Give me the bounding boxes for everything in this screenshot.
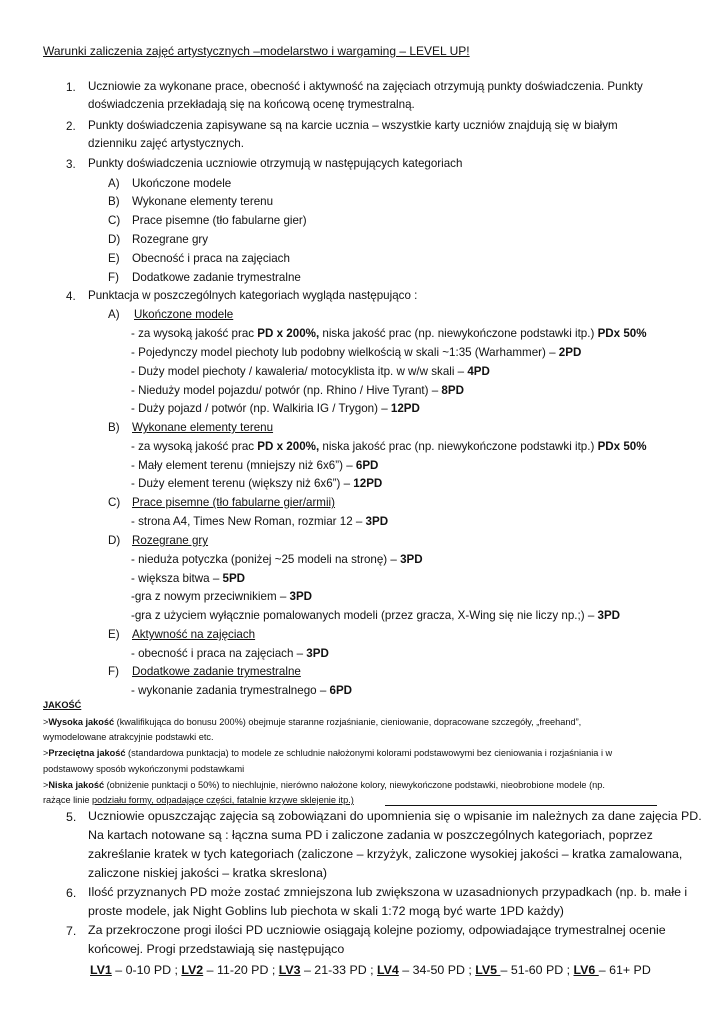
item-7-number: 7. <box>66 924 77 938</box>
level-thresholds <box>90 961 651 980</box>
scoring-b-line-1: - za wysoką jakość prac PD x 200%, niska jakość prac (np. niewykończone podstawki itp.) PDx 50% <box>131 440 647 453</box>
document-title: Warunki zaliczenia zajęć artystycznych –modelarstwo i wargaming – LEVEL UP! <box>43 44 470 58</box>
scoring-a-line-5: - Duży pojazd / potwór (np. Walkiria IG / Trygon) – 12PD <box>131 402 420 415</box>
quality-low-line-1: >Niska jakość (obniżenie punktacji o 50%) to niechlujnie, nierówno nałożone kolory, niewykończone podstawki, nieobrobione modele (np. <box>43 780 605 790</box>
level-range: – 11-20 PD ; <box>203 963 279 977</box>
item-5-line-3: zakreślanie kratek w tych kategoriach (zaliczone – krzyżyk, zaliczone wysokiej jakości – kratka zamalowana, <box>88 847 683 861</box>
quality-avg-line-1: >Przeciętna jakość (standardowa punktacja) to modele ze schludnie nałożonymi kolorami podstawowymi bez cieniowania i rozjaśniania i w <box>43 748 613 758</box>
scoring-d-title: Rozegrane gry <box>132 534 209 547</box>
level-range: – 0-10 PD ; <box>111 963 182 977</box>
level-name: LV3 <box>278 963 301 977</box>
item-7-line-1: Za przekroczone progi ilości PD uczniowie osiągają kolejne poziomy, odpowiadające trymestralnej ocenie <box>88 923 666 937</box>
scoring-e-letter: E) <box>108 628 120 641</box>
scoring-d-line-1: - nieduża potyczka (poniżej ~25 modeli na stronę) – 3PD <box>131 553 423 566</box>
divider-line <box>385 805 657 806</box>
category-name: Prace pisemne (tło fabularne gier) <box>132 214 307 227</box>
scoring-a-line-2: - Pojedynczy model piechoty lub podobny wielkością w skali ~1:35 (Warhammer) – 2PD <box>131 346 582 359</box>
quality-high-line-2: wymodelowane atrakcyjnie podstawki etc. <box>43 732 214 742</box>
category-name: Dodatkowe zadanie trymestralne <box>132 271 301 284</box>
item-2-line-1: Punkty doświadczenia zapisywane są na karcie ucznia – wszystkie karty uczniów znajdują się w białym <box>88 119 618 132</box>
scoring-d-line-2: - większa bitwa – 5PD <box>131 572 246 585</box>
scoring-a-line-3: - Duży model piechoty / kawaleria/ motocyklista itp. w w/w skali – 4PD <box>131 365 490 378</box>
item-3-number: 3. <box>66 158 76 171</box>
scoring-f-letter: F) <box>108 665 119 678</box>
item-1-line-2: doświadczenia przekładają się na końcową ocenę trymestralną. <box>88 98 415 111</box>
scoring-a-line-4: - Nieduży model pojazdu/ potwór (np. Rhino / Hive Tyrant) – 8PD <box>131 384 464 397</box>
item-6-text <box>88 883 687 921</box>
item-1-number: 1. <box>66 81 76 94</box>
quality-high-line-1: >Wysoka jakość (kwalifikująca do bonusu 200%) obejmuje staranne rozjaśnianie, cieniowanie, dopracowane szczegóły, „freehand”, <box>43 717 582 727</box>
scoring-c-title: Prace pisemne (tło fabularne gier/armii) <box>132 496 335 509</box>
scoring-b-line-2: - Mały element terenu (mniejszy niż 6x6”) – 6PD <box>131 459 379 472</box>
scoring-b-letter: B) <box>108 421 120 434</box>
level-name: LV2 <box>181 963 204 977</box>
scoring-d-line-4: -gra z użyciem wyłącznie pomalowanych modeli (przez gracza, X-Wing się nie liczy np.;) – 3PD <box>131 609 621 622</box>
item-4-number: 4. <box>66 290 76 303</box>
category-name: Ukończone modele <box>132 177 232 190</box>
quality-low-line-2: rażące linie podziału formy, odpadające części, fatalnie krzywe sklejenie itp.) <box>43 795 354 805</box>
level-name: LV1 <box>90 963 112 977</box>
category-letter: F) <box>108 271 119 284</box>
category-name: Obecność i praca na zajęciach <box>132 252 290 265</box>
category-name: Rozegrane gry <box>132 233 209 246</box>
level-range: – 34-50 PD ; <box>398 963 476 977</box>
scoring-f-title: Dodatkowe zadanie trymestralne <box>132 665 301 678</box>
scoring-c-letter: C) <box>108 496 121 509</box>
category-letter: A) <box>108 177 120 190</box>
level-name: LV5 <box>475 963 501 977</box>
scoring-c-line-1: - strona A4, Times New Roman, rozmiar 12 – 3PD <box>131 515 389 528</box>
category-letter: D) <box>108 233 121 246</box>
item-5-text <box>88 807 702 883</box>
item-5-line-4: zaliczone niskiej jakości – kratka skreslona) <box>88 866 327 880</box>
level-range: – 51-60 PD ; <box>500 963 574 977</box>
scoring-d-line-3: -gra z nowym przeciwnikiem – 3PD <box>131 590 313 603</box>
category-letter: B) <box>108 195 120 208</box>
item-1-text <box>88 78 643 114</box>
item-7-line-2: końcowej. Progi przedstawiają się następująco <box>88 942 345 956</box>
category-letter: C) <box>108 214 121 227</box>
level-range: – 21-33 PD ; <box>300 963 377 977</box>
scoring-e-title: Aktywność na zajęciach <box>132 628 256 641</box>
scoring-b-line-3: - Duży element terenu (większy niż 6x6”) – 12PD <box>131 477 383 490</box>
item-5-line-1: Uczniowie opuszczając zajęcia są zobowiązani do upomnienia się o wpisanie im należnych za dane zajęcia PD. <box>88 809 702 823</box>
item-6-line-2: proste modele, jak Night Goblins lub piechota w skali 1:72 mogą być warte 1PD każdy) <box>88 904 564 918</box>
level-name: LV4 <box>376 963 399 977</box>
scoring-d-letter: D) <box>108 534 121 547</box>
item-2-text <box>88 117 618 153</box>
level-range: – 61+ PD <box>598 963 651 977</box>
quality-heading: JAKOŚĆ <box>43 700 82 710</box>
scoring-e-line-1: - obecność i praca na zajęciach – 3PD <box>131 647 329 660</box>
item-5-line-2: Na kartach notowane są : łączna suma PD i zaliczone zadania w poszczególnych kategoriach, poprzez <box>88 828 653 842</box>
scoring-a-title: Ukończone modele <box>134 308 234 321</box>
scoring-b-title: Wykonane elementy terenu <box>132 421 274 434</box>
item-6-number: 6. <box>66 886 77 900</box>
item-1-line-1: Uczniowie za wykonane prace, obecność i aktywność na zajęciach otrzymują punkty doświadczenia. Punkty <box>88 80 643 93</box>
scoring-a-letter: A) <box>108 308 120 321</box>
quality-avg-line-2: podstawowy sposób wykończonymi podstawkami <box>43 764 245 774</box>
item-2-number: 2. <box>66 120 76 133</box>
item-5-number: 5. <box>66 810 77 824</box>
item-6-line-1: Ilość przyznanych PD może zostać zmniejszona lub zwiększona w uzasadnionych przypadkach (np. b. małe i <box>88 885 688 899</box>
scoring-a-line-1: - za wysoką jakość prac PD x 200%, niska jakość prac (np. niewykończone podstawki itp.) PDx 50% <box>131 327 647 340</box>
level-name: LV6 <box>573 963 599 977</box>
item-3-text: Punkty doświadczenia uczniowie otrzymują w następujących kategoriach <box>88 157 463 170</box>
item-2-line-2: dzienniku zajęć artystycznych. <box>88 137 244 150</box>
category-letter: E) <box>108 252 120 265</box>
scoring-f-line-1: - wykonanie zadania trymestralnego – 6PD <box>131 684 353 697</box>
item-7-text <box>88 921 666 959</box>
item-4-text: Punktacja w poszczególnych kategoriach wygląda następująco : <box>88 289 418 302</box>
category-name: Wykonane elementy terenu <box>132 195 274 208</box>
